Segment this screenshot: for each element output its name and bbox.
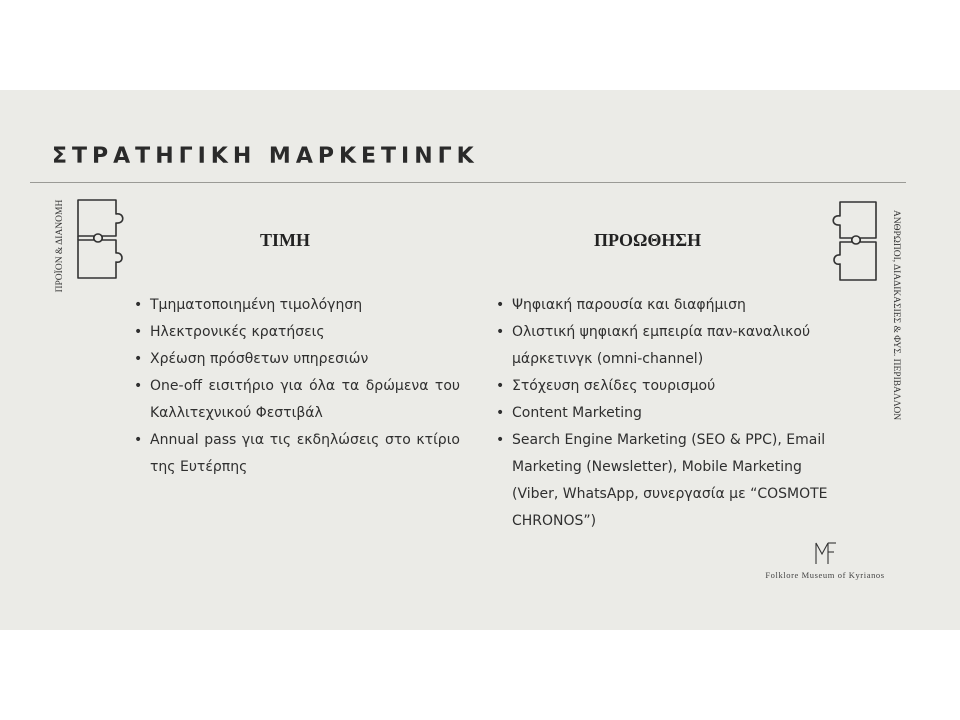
list-item: • Search Engine Marketing (SEO & PPC), Email Marketing (Newsletter), Mobile Marketing (Viber, WhatsApp, συνεργασία με “COSMOTE CHRONOS”) [496,427,846,535]
list-item: • Content Marketing [496,400,846,427]
price-list [134,292,460,481]
logo-text: Folklore Museum of Kyrianos [765,570,885,580]
list-item: • Ολιστική ψηφιακή εμπειρία παν-καναλικού μάρκετινγκ (omni-channel) [496,319,846,373]
list-item: • Χρέωση πρόσθετων υπηρεσιών [134,346,460,373]
left-side-label: ΠΡΟΪΟΝ & ΔΙΑΝΟΜΗ [55,199,65,293]
puzzle-icon [72,198,128,280]
logo-monogram [814,540,838,566]
museum-logo [760,540,890,590]
list-item: • Στόχευση σελίδες τουρισμού [496,373,846,400]
slide-title: ΣΤΡΑΤΗΓΙΚΗ ΜΑΡΚΕΤΙΝΓΚ [52,144,479,169]
right-side-label: ΑΝΘΡΩΠΟΙ, ΔΙΑΔΙΚΑΣΙΕΣ & ΦΥΣ. ΠΕΡΙΒΑΛΛΟΝ [891,209,901,421]
promotion-list [496,292,846,535]
list-item: • Ψηφιακή παρουσία και διαφήμιση [496,292,846,319]
column-heading-price: ΤΙΜΗ [260,230,311,250]
list-item: • One-off εισιτήριο για όλα τα δρώμενα του Καλλιτεχνικού Φεστιβάλ [134,373,460,427]
column-heading-promotion: ΠΡΟΩΘΗΣΗ [594,230,702,250]
list-item: • Τμηματοποιημένη τιμολόγηση [134,292,460,319]
puzzle-icon [826,200,882,282]
list-item: • Ηλεκτρονικές κρατήσεις [134,319,460,346]
title-divider [30,182,906,183]
list-item: • Annual pass για τις εκδηλώσεις στο κτίριο της Ευτέρπης [134,427,460,481]
slide [0,90,960,630]
